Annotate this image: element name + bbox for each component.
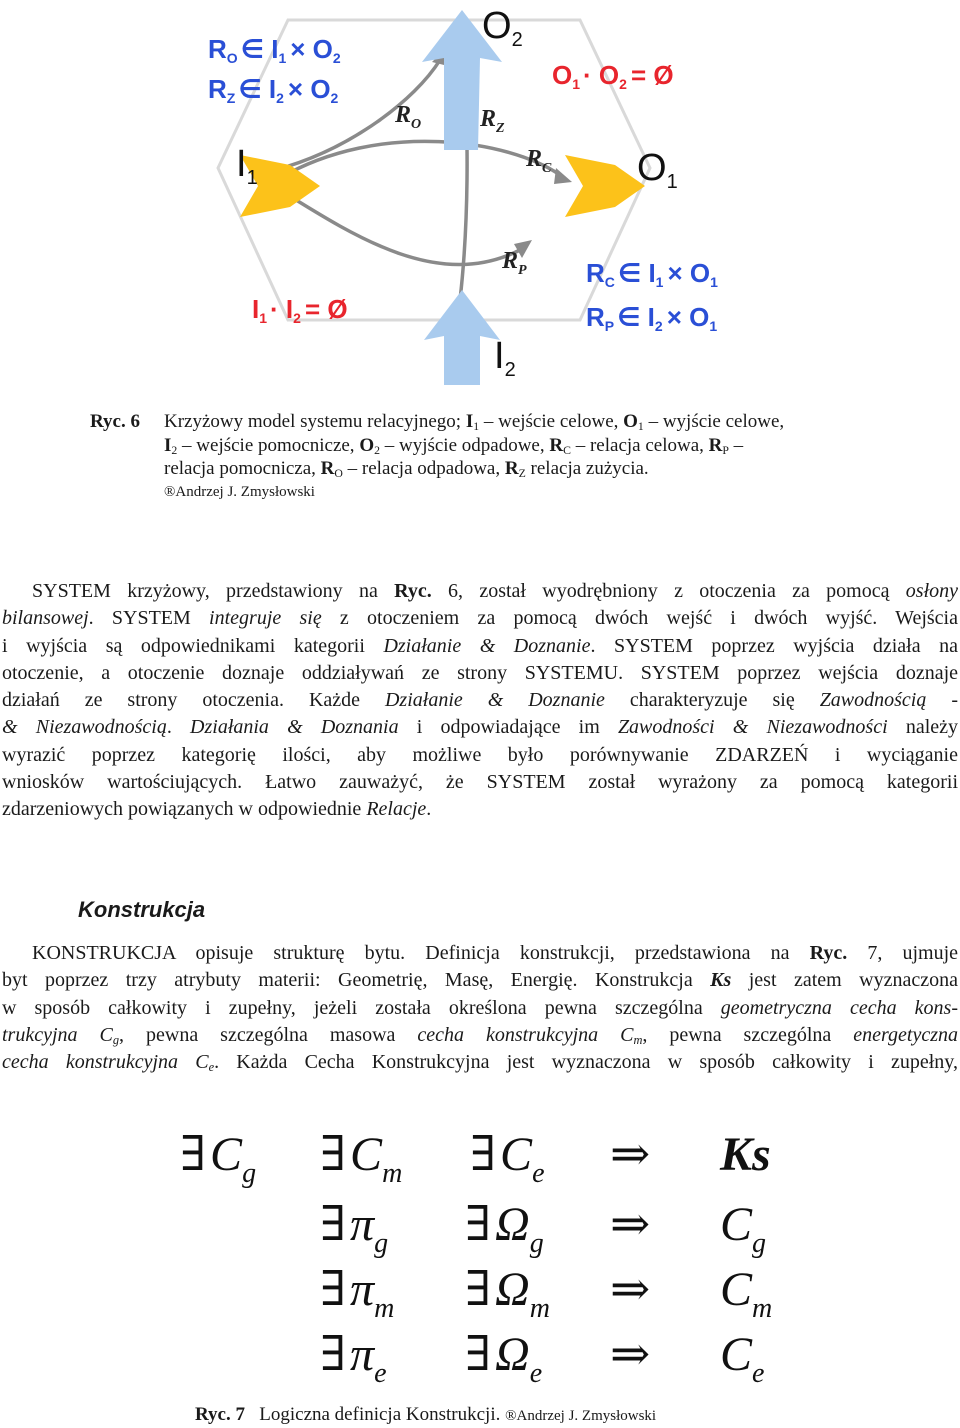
implies-arrow: ⇒ xyxy=(610,1198,651,1251)
figure-7-logical-definition xyxy=(170,1120,790,1400)
label-o1: $O_1$ xyxy=(637,147,678,193)
fig7-r1-c2: $\exists C_m$ xyxy=(320,1128,403,1189)
label-i1: $I_1$ xyxy=(236,143,258,189)
fig7-r1-c5: Ks xyxy=(720,1128,771,1181)
caption-text: Logiczna definicja Konstrukcji. xyxy=(259,1404,506,1425)
implies-arrow: ⇒ xyxy=(610,1328,651,1381)
exists-symbol: $\exists C_g$ xyxy=(180,1128,257,1189)
fig7-r3-c2: $\exists\pi_m$ xyxy=(320,1263,395,1324)
formula-rz: RZ ∈ I2 × O2 xyxy=(208,74,339,106)
fig7-r3-c3: $\exists\Omega_m$ xyxy=(465,1263,550,1324)
para2-line: w sposób całkowity i zupełny, jeżeli została określona pewna szczególna geometryczna cecha kons- xyxy=(2,996,958,1019)
fig7-r4-c5: $C_e$ xyxy=(720,1328,765,1389)
para1-line: zdarzeniowych powiązanych w odpowiednie Relacje. xyxy=(2,798,432,821)
caption-copyright: ®Andrzej J. Zmysłowski xyxy=(164,483,315,500)
formula-ro: RO ∈ I1 × O2 xyxy=(208,34,341,66)
label-rc: $R_C$ xyxy=(526,146,552,176)
para1-line: SYSTEM krzyżowy, przedstawiony na Ryc. 6, został wyodrębniony z otoczenia za pomocą osłony xyxy=(32,580,958,602)
para1-line: otoczenie, a otoczenie doznaje oddziaływań ze strony SYSTEMU. SYSTEM poprzez wejścia doznaje xyxy=(2,661,958,684)
para1-line: i wyjścia są odpowiednikami kategorii Działanie & Doznanie. SYSTEM poprzez wyjścia działa na xyxy=(2,634,959,657)
label-rp: $R_P$ xyxy=(502,248,527,278)
para1-line: bilansowej. SYSTEM integruje się z otoczeniem za pomocą dwóch wejść i dwóch wyjść. Wejścia xyxy=(2,607,958,630)
formula-rc: RC ∈ I1 × O1 xyxy=(586,258,718,290)
figure-6-cross-model xyxy=(200,0,760,385)
formula-i1-i2: I1 · I2 = Ø xyxy=(252,294,348,326)
section-heading: Konstrukcja xyxy=(78,897,206,922)
fig7-r2-c3: $\exists\Omega_g$ xyxy=(465,1198,544,1259)
implies-arrow: ⇒ xyxy=(610,1128,651,1181)
caption-label: Ryc. 6 xyxy=(90,411,140,432)
para2-line: KONSTRUKCJA opisuje strukturę bytu. Definicja konstrukcji, przedstawiona na Ryc. 7, ujmuje xyxy=(32,942,959,964)
fig7-r2-c5: $C_g$ xyxy=(720,1198,767,1259)
figure-7-caption xyxy=(195,1404,656,1426)
paragraph-konstrukcja xyxy=(2,940,958,1076)
para2-line: byt poprzez trzy atrybuty materii: Geometrię, Masę, Energię. Konstrukcja Ks jest zatem wyznaczona xyxy=(2,969,958,992)
caption-line-1: Krzyżowy model systemu relacyjnego; $I_1$ – wejście celowe, $O_1$ – wyjście celowe, xyxy=(164,411,785,433)
label-o2: $O_2$ xyxy=(482,5,523,51)
fig7-r4-c2: $\exists\pi_e$ xyxy=(320,1328,387,1389)
para1-line: działań ze strony otoczenia. Każde Działanie & Doznanie charakteryzuje się Zawodnością - xyxy=(2,689,958,712)
caption-line-2: $I_2$ – wejście pomocnicze, $O_2$ – wyjście odpadowe, $R_C$ – relacja celowa, $R_P$ – xyxy=(164,434,744,457)
para1-line: & Niezawodnością. Działania & Doznania i odpowiadające im Zawodności & Niezawodności należy xyxy=(2,716,959,739)
formula-rp: RP ∈ I2 × O1 xyxy=(586,302,718,334)
curve-rp xyxy=(280,190,520,265)
curve-rc xyxy=(280,141,560,178)
fig7-r1-c3: $\exists C_e$ xyxy=(470,1128,545,1189)
caption-label: Ryc. 7 xyxy=(195,1404,245,1425)
para2-line: cecha konstrukcyjna $C_e$. Każda Cecha Konstrukcyjna jest wyznaczona w sposób całkowity i zupełny, xyxy=(2,1051,958,1075)
formula-o1-o2: O1 · O2 = Ø xyxy=(552,60,674,92)
label-ro: $R_O$ xyxy=(395,102,422,132)
para1-line: wyrazić poprzez kategorię ilości, aby możliwe było porównywanie ZDARZEŃ i wyciąganie xyxy=(2,743,958,766)
fig7-r4-c3: $\exists\Omega_e$ xyxy=(465,1328,543,1389)
fig7-r2-c2: $\exists\pi_g$ xyxy=(320,1198,389,1259)
implies-arrow: ⇒ xyxy=(610,1263,651,1316)
arrow-i2 xyxy=(424,290,500,385)
caption-line-3: relacja pomocnicza, $R_O$ – relacja odpadowa, $R_Z$ relacja zużycia. xyxy=(164,458,649,480)
label-rz: $R_Z$ xyxy=(480,106,505,136)
caption-body xyxy=(164,410,864,504)
label-i2: $I_2$ xyxy=(494,335,516,381)
para1-line: wniosków wartościujących. Łatwo zauważyć, że SYSTEM został wyrażony za pomocą kategorii xyxy=(2,771,958,794)
fig7-r3-c5: $C_m$ xyxy=(720,1263,773,1324)
caption-copyright: ®Andrzej J. Zmysłowski xyxy=(505,1408,657,1424)
para2-line: trukcyjna $C_g$, pewna szczególna masowa cecha konstrukcyjna $C_m$, pewna szczególna energetyczna xyxy=(2,1023,959,1047)
paragraph-system xyxy=(2,578,958,824)
